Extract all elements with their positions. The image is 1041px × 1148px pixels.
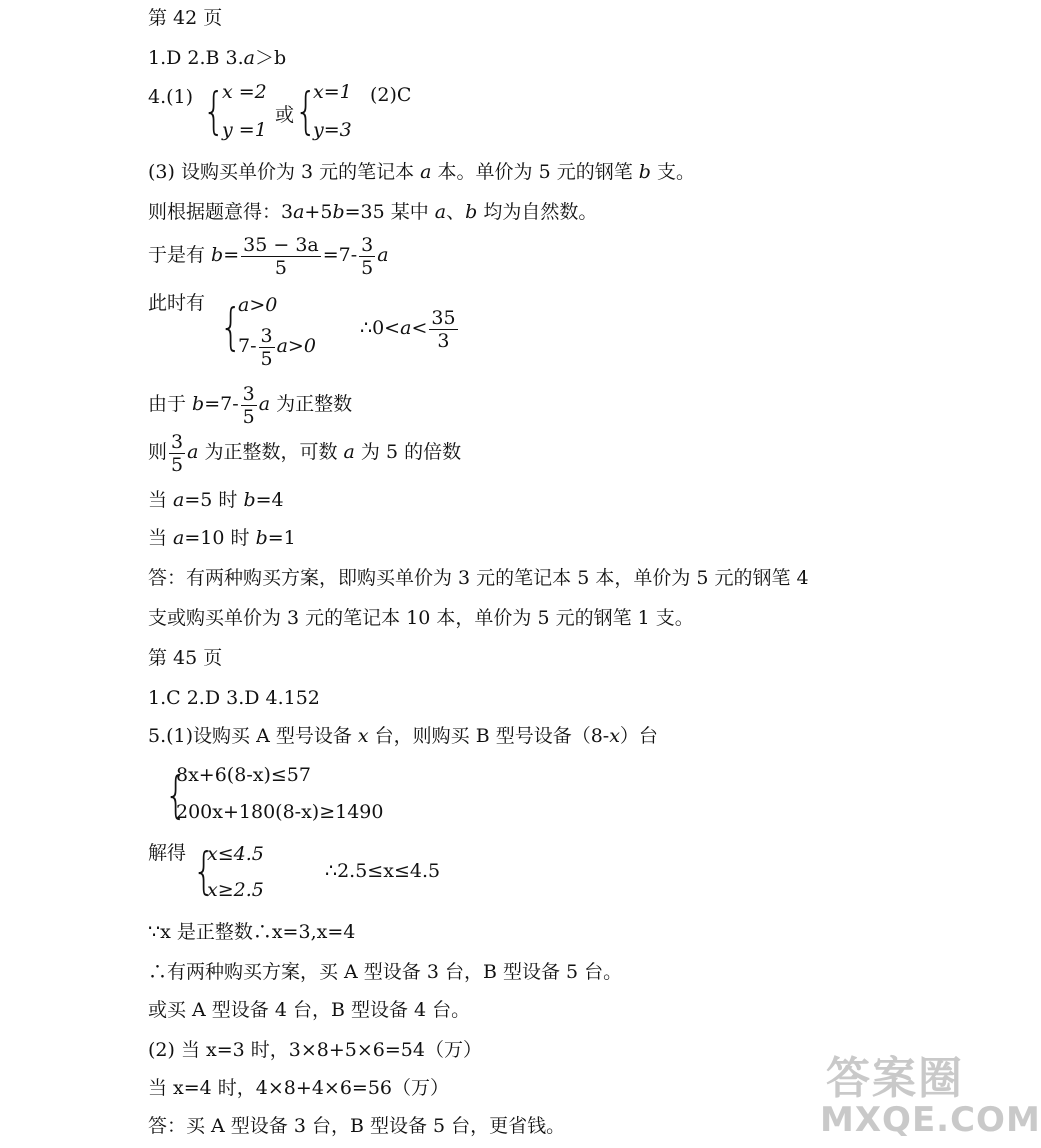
q4-system2-row2: y=3 (313, 119, 352, 141)
solution-row1: x≤4.5 (207, 843, 264, 865)
q4-system1-row2: y =1 (222, 119, 267, 141)
solution-row2: x≥2.5 (207, 879, 264, 901)
answer-line-2: 支或购买单价为 3 元的笔记本 10 本，单价为 5 元的钢笔 1 支。 (148, 607, 694, 629)
solve-label: 解得 (148, 842, 187, 864)
q4-label: 4.(1) (148, 86, 194, 108)
answer-line-1-3: 1.D 2.B 3.a＞b (148, 47, 287, 69)
heading-page-45: 第 45 页 (148, 647, 223, 669)
q4-part2: (2)C (370, 84, 412, 106)
q4-system2-row1: x=1 (313, 81, 352, 103)
positive-integer-line: 由于 b=7- $\frac{3}{5}$ a 为正整数 (148, 382, 353, 428)
part2-line1: (2) 当 x=3 时，3×8+5×6=54（万） (148, 1039, 482, 1061)
watermark-url: MXQE.COM (820, 1100, 1041, 1140)
inequality-row1: a>0 (238, 294, 278, 316)
b-expression-line: 于是有 b= $\frac{35 - 3a}{5}$ =7- $\frac{3}{5}$ a (148, 233, 389, 279)
q4-system1-row1: x =2 (222, 81, 267, 103)
therefore-line: ∴有两种购买方案，买 A 型设备 3 台，B 型设备 5 台。 (148, 961, 623, 983)
system-brace: { (164, 766, 188, 824)
q4-or: 或 (275, 104, 295, 126)
fraction-3-5: $\frac{3}{5}$ (361, 233, 374, 279)
range-of-a: ∴0<a< $\frac{35}{3}$ (360, 306, 456, 352)
case-a-5: 当 a=5 时 b=4 (148, 489, 284, 511)
or-line: 或买 A 型设备 4 台，B 型设备 4 台。 (148, 999, 471, 1021)
q4-system1-brace: { (202, 82, 226, 140)
answer-line-1: 答：有两种购买方案，即购买单价为 3 元的笔记本 5 本，单价为 5 元的钢笔 4 (148, 567, 809, 589)
q4-part3-setup: (3) 设购买单价为 3 元的笔记本 a 本。单价为 5 元的钢笔 b 支。 (148, 161, 695, 183)
solution-brace: { (192, 842, 216, 900)
q4-system2-brace: { (294, 82, 318, 140)
system-row2: 200x+180(8-x)≥1490 (176, 801, 384, 823)
equation-line: 则根据题意得：3a+5b=35 某中 a、b 均为自然数。 (148, 201, 598, 223)
fraction-35-3a-over-5: $\frac{35 - 3a}{5}$ (243, 233, 319, 279)
heading-page-42: 第 42 页 (148, 7, 223, 29)
watermark-logo: 答案圈 (826, 1053, 964, 1104)
because-line: ∵x 是正整数∴x=3,x=4 (148, 921, 356, 943)
part2-line2: 当 x=4 时，4×8+4×6=56（万） (148, 1077, 450, 1099)
system-row1: 8x+6(8-x)≤57 (176, 764, 311, 786)
inequality-row2: 7- $\frac{3}{5}$ a>0 (238, 324, 316, 370)
answer-line-1-4: 1.C 2.D 3.D 4.152 (148, 687, 320, 709)
final-answer: 答：买 A 型设备 3 台，B 型设备 5 台，更省钱。 (148, 1115, 566, 1137)
multiple-of-5-line: 则 $\frac{3}{5}$ a 为正整数，可数 a 为 5 的倍数 (148, 430, 462, 476)
solution-range: ∴2.5≤x≤4.5 (325, 860, 441, 882)
then-label: 此时有 (148, 292, 206, 314)
case-a-10: 当 a=10 时 b=1 (148, 527, 296, 549)
inequality-brace: { (219, 298, 243, 356)
q5-setup: 5.(1)设购买 A 型号设备 x 台，则购买 B 型号设备（8-x）台 (148, 725, 658, 747)
